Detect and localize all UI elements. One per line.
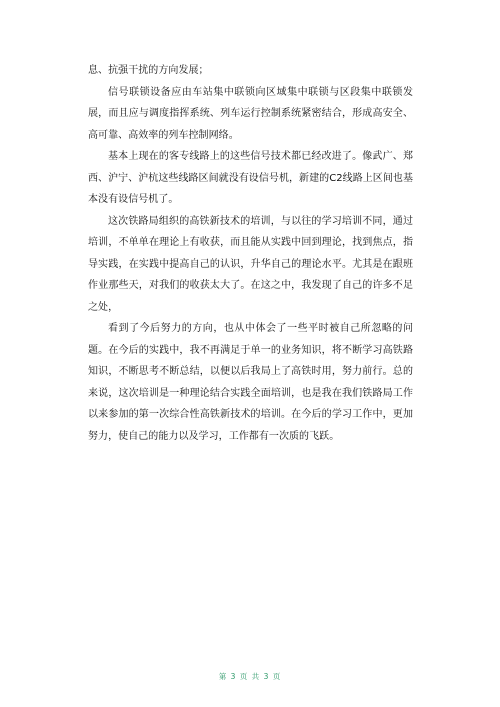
paragraph: 信号联锁设备应由车站集中联锁向区域集中联锁与区段集中联锁发展，而且应与调度指挥系统、列车运行控制系统紧密结合，形成高安全、高可靠、高效率的列车控制网络。 <box>88 86 413 141</box>
footer-prefix: 第 <box>218 672 228 681</box>
footer-middle: 页 共 <box>239 672 261 681</box>
footer-current-page: 3 <box>230 672 237 681</box>
paragraph: 基本上现在的客专线路上的这些信号技术都已经改进了。像武广、郑西、沪宁、沪杭这些线路区间就没有设信号机，新建的C2线路上区间也基本没有设信号机了。 <box>88 151 413 205</box>
paragraph: 看到了今后努力的方向，也从中体会了一些平时被自己所忽略的问题。在今后的实践中，我不再满足于单一的业务知识，将不断学习高铁路知识，不断思考不断总结，以便以后我局上了高铁时用，努力前行。总的来说，这次培训是一种理论结合实践全面培训，也是我在我们铁路局工作以来参加的第一次综合性高铁新技术的培训。在今后的学习工作中，更加努力，使自己的能力以及学习，工作都有一次质的飞跃。 <box>88 323 413 442</box>
footer-suffix: 页 <box>272 672 282 681</box>
paragraph: 这次铁路局组织的高铁新技术的培训，与以往的学习培训不同，通过培训，不单单在理论上有收获，而且能从实践中回到理论，找到焦点，指导实践，在实践中提高自己的认识，升华自己的理论水平。尤其是在跟班作业那些天，对我们的收获太大了。在这之中，我发现了自己的许多不足之处， <box>88 215 413 313</box>
footer-total-pages: 3 <box>263 672 270 681</box>
paragraph: 息、抗强干扰的方向发展； <box>88 65 209 76</box>
document-body <box>88 60 413 447</box>
page-footer <box>0 671 500 682</box>
